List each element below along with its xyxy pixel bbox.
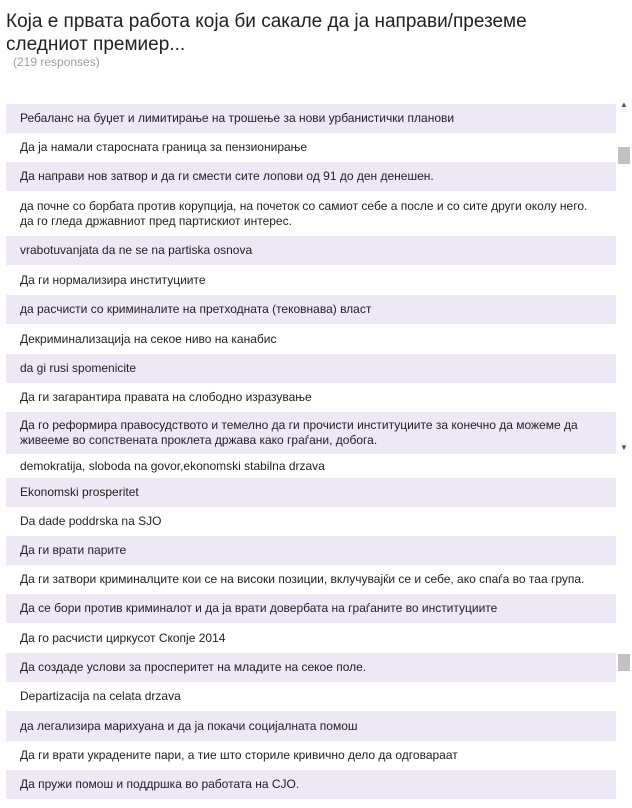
response-count: (219 responses): [13, 55, 100, 69]
response-text: Departizacija na celata drzava: [20, 689, 181, 703]
response-text: Ekonomski prosperitet: [20, 485, 139, 499]
response-text: да расчисти со криминалите на претходната (тековнава) власт: [20, 302, 372, 316]
response-row: [6, 354, 616, 383]
response-row: [6, 383, 616, 412]
response-row: [6, 295, 616, 324]
response-row: [6, 536, 616, 565]
response-row: [6, 799, 616, 808]
response-row: [6, 741, 616, 770]
response-row: [6, 711, 616, 741]
response-text: demokratija, sloboda na govor,ekonomski stabilna drzava: [20, 458, 325, 473]
response-row: [6, 565, 616, 594]
scrollbar-lower[interactable]: [616, 456, 632, 808]
response-row: [6, 412, 616, 454]
question-title: Која е првата работа која би сакале да ја направи/преземе следниот премиер...: [6, 11, 527, 55]
response-row: [6, 478, 616, 507]
response-text: Декриминализација на секое ниво на канабис: [20, 331, 277, 346]
response-row: [6, 770, 616, 799]
response-row: [6, 162, 616, 191]
scroll-up-icon[interactable]: ▲: [620, 100, 628, 109]
scrollbar-thumb[interactable]: [618, 147, 630, 164]
response-text: да почне со борбата против корупција, на почеток со самиот себе а после и со сите други околу него. да го гледа државниот пред партискиот интерес.: [20, 198, 588, 228]
response-text: Ребаланс на буџет и лимитирање на трошење за нови урбанистички планови: [20, 111, 455, 125]
response-text: Да го расчисти циркусот Скопје 2014: [20, 630, 226, 645]
scrollbar-upper[interactable]: [616, 96, 632, 456]
response-text: Да се бори против криминалот и да ја врати довербата на граѓаните во институциите: [20, 601, 498, 615]
response-row: [6, 507, 616, 536]
response-text: да легализира марихуана и да ја покачи социјалната помош: [20, 718, 358, 733]
response-text: Да ја намали старосната граница за пензионирање: [20, 140, 308, 154]
response-row: [6, 594, 616, 623]
response-text: Da dade poddrska na SJO: [20, 514, 162, 528]
response-text: Да создаде услови за просперитет на младите на секое поле.: [20, 660, 367, 674]
scrollbar-thumb[interactable]: [618, 654, 630, 671]
responses-list[interactable]: [6, 96, 616, 808]
response-row: [6, 104, 616, 133]
question-header: [0, 0, 632, 96]
response-text: Да ги загарантира правата на слободно изразување: [20, 390, 312, 404]
response-row: [6, 133, 616, 162]
response-row: [6, 454, 616, 478]
response-text: vrabotuvanjata da ne se na partiska osnova: [20, 243, 253, 257]
response-text: Да ги врати украдените пари, а тие што сториле кривично дело да одговараат: [20, 748, 458, 762]
response-text: Да ги врати парите: [20, 543, 127, 557]
response-text: Да го реформира правосудството и темелно да ги прочисти институциите за конечно да можеме да живееме во сопствената проклета држава како граѓани, добога.: [20, 418, 578, 447]
response-text: Да ги затвори криминалците кои се на високи позиции, вклучувајќи се и себе, ако спаѓа во таа група.: [20, 572, 585, 586]
response-row: [6, 191, 616, 236]
response-row: [6, 653, 616, 682]
response-row: [6, 236, 616, 265]
response-text: Да ги нормализира институциите: [20, 272, 206, 287]
response-text: da gi rusi spomenicite: [20, 361, 137, 375]
response-row: [6, 324, 616, 354]
response-text: Да пружи помош и поддршка во работата на СЈО.: [20, 777, 300, 791]
response-text: Да направи нов затвор и да ги смести сите лопови од 91 до ден денешен.: [20, 169, 434, 183]
response-row: [6, 623, 616, 653]
scroll-down-icon[interactable]: ▼: [620, 443, 628, 452]
response-row: [6, 682, 616, 711]
response-row: [6, 265, 616, 295]
